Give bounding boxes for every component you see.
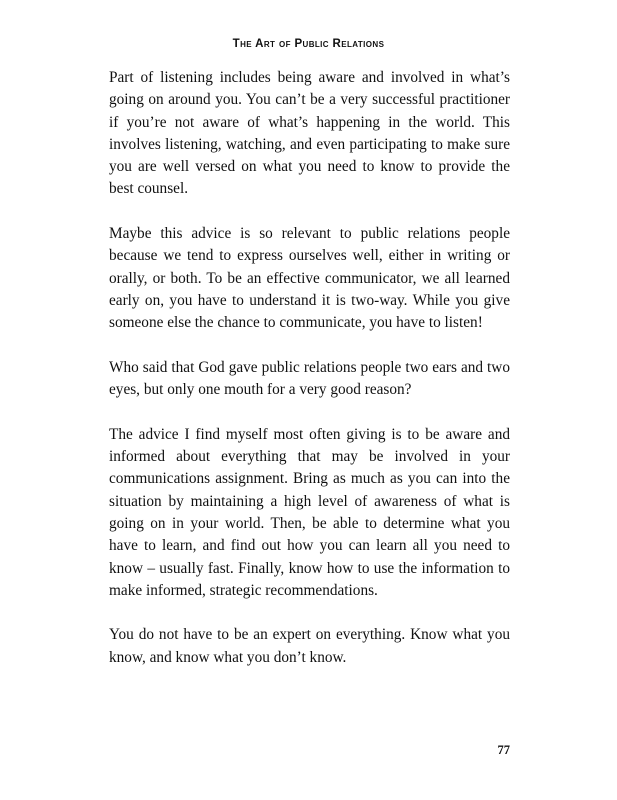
body-text: [109, 67, 510, 691]
running-head-title: The Art of Public Relations: [232, 38, 385, 50]
paragraph: Maybe this advice is so relevant to public relations people because we tend to express ourselves well, either in writing or orally, or both. To be an effective communicator, we all learned early on, you have to understand it is two-way. While you give someone else the chance to communicate, you have to listen!: [109, 225, 510, 332]
paragraph: The advice I find myself most often giving is to be aware and informed about everything that may be involved in your communications assignment. Bring as much as you can into the situation by maintaining a high level of awareness of what is going on in your world. Then, be able to determine what you have to learn, and find out how you can learn all you need to know – usually fast. Finally, know how to use the information to make informed, strategic recommendations.: [109, 425, 510, 599]
paragraph: You do not have to be an expert on everything. Know what you know, and know what you don’t know.: [109, 626, 510, 666]
page-number: 77: [497, 743, 510, 757]
paragraph: Who said that God gave public relations people two ears and two eyes, but only one mouth for a very good reason?: [109, 358, 510, 399]
paragraph: Part of listening includes being aware and involved in what’s going on around you. You can’t be a very successful practitioner if you’re not aware of what’s happening in the world. This involves listening, watching, and even participating to make sure you are well versed on what you need to know to provide the best counsel.: [109, 69, 510, 198]
